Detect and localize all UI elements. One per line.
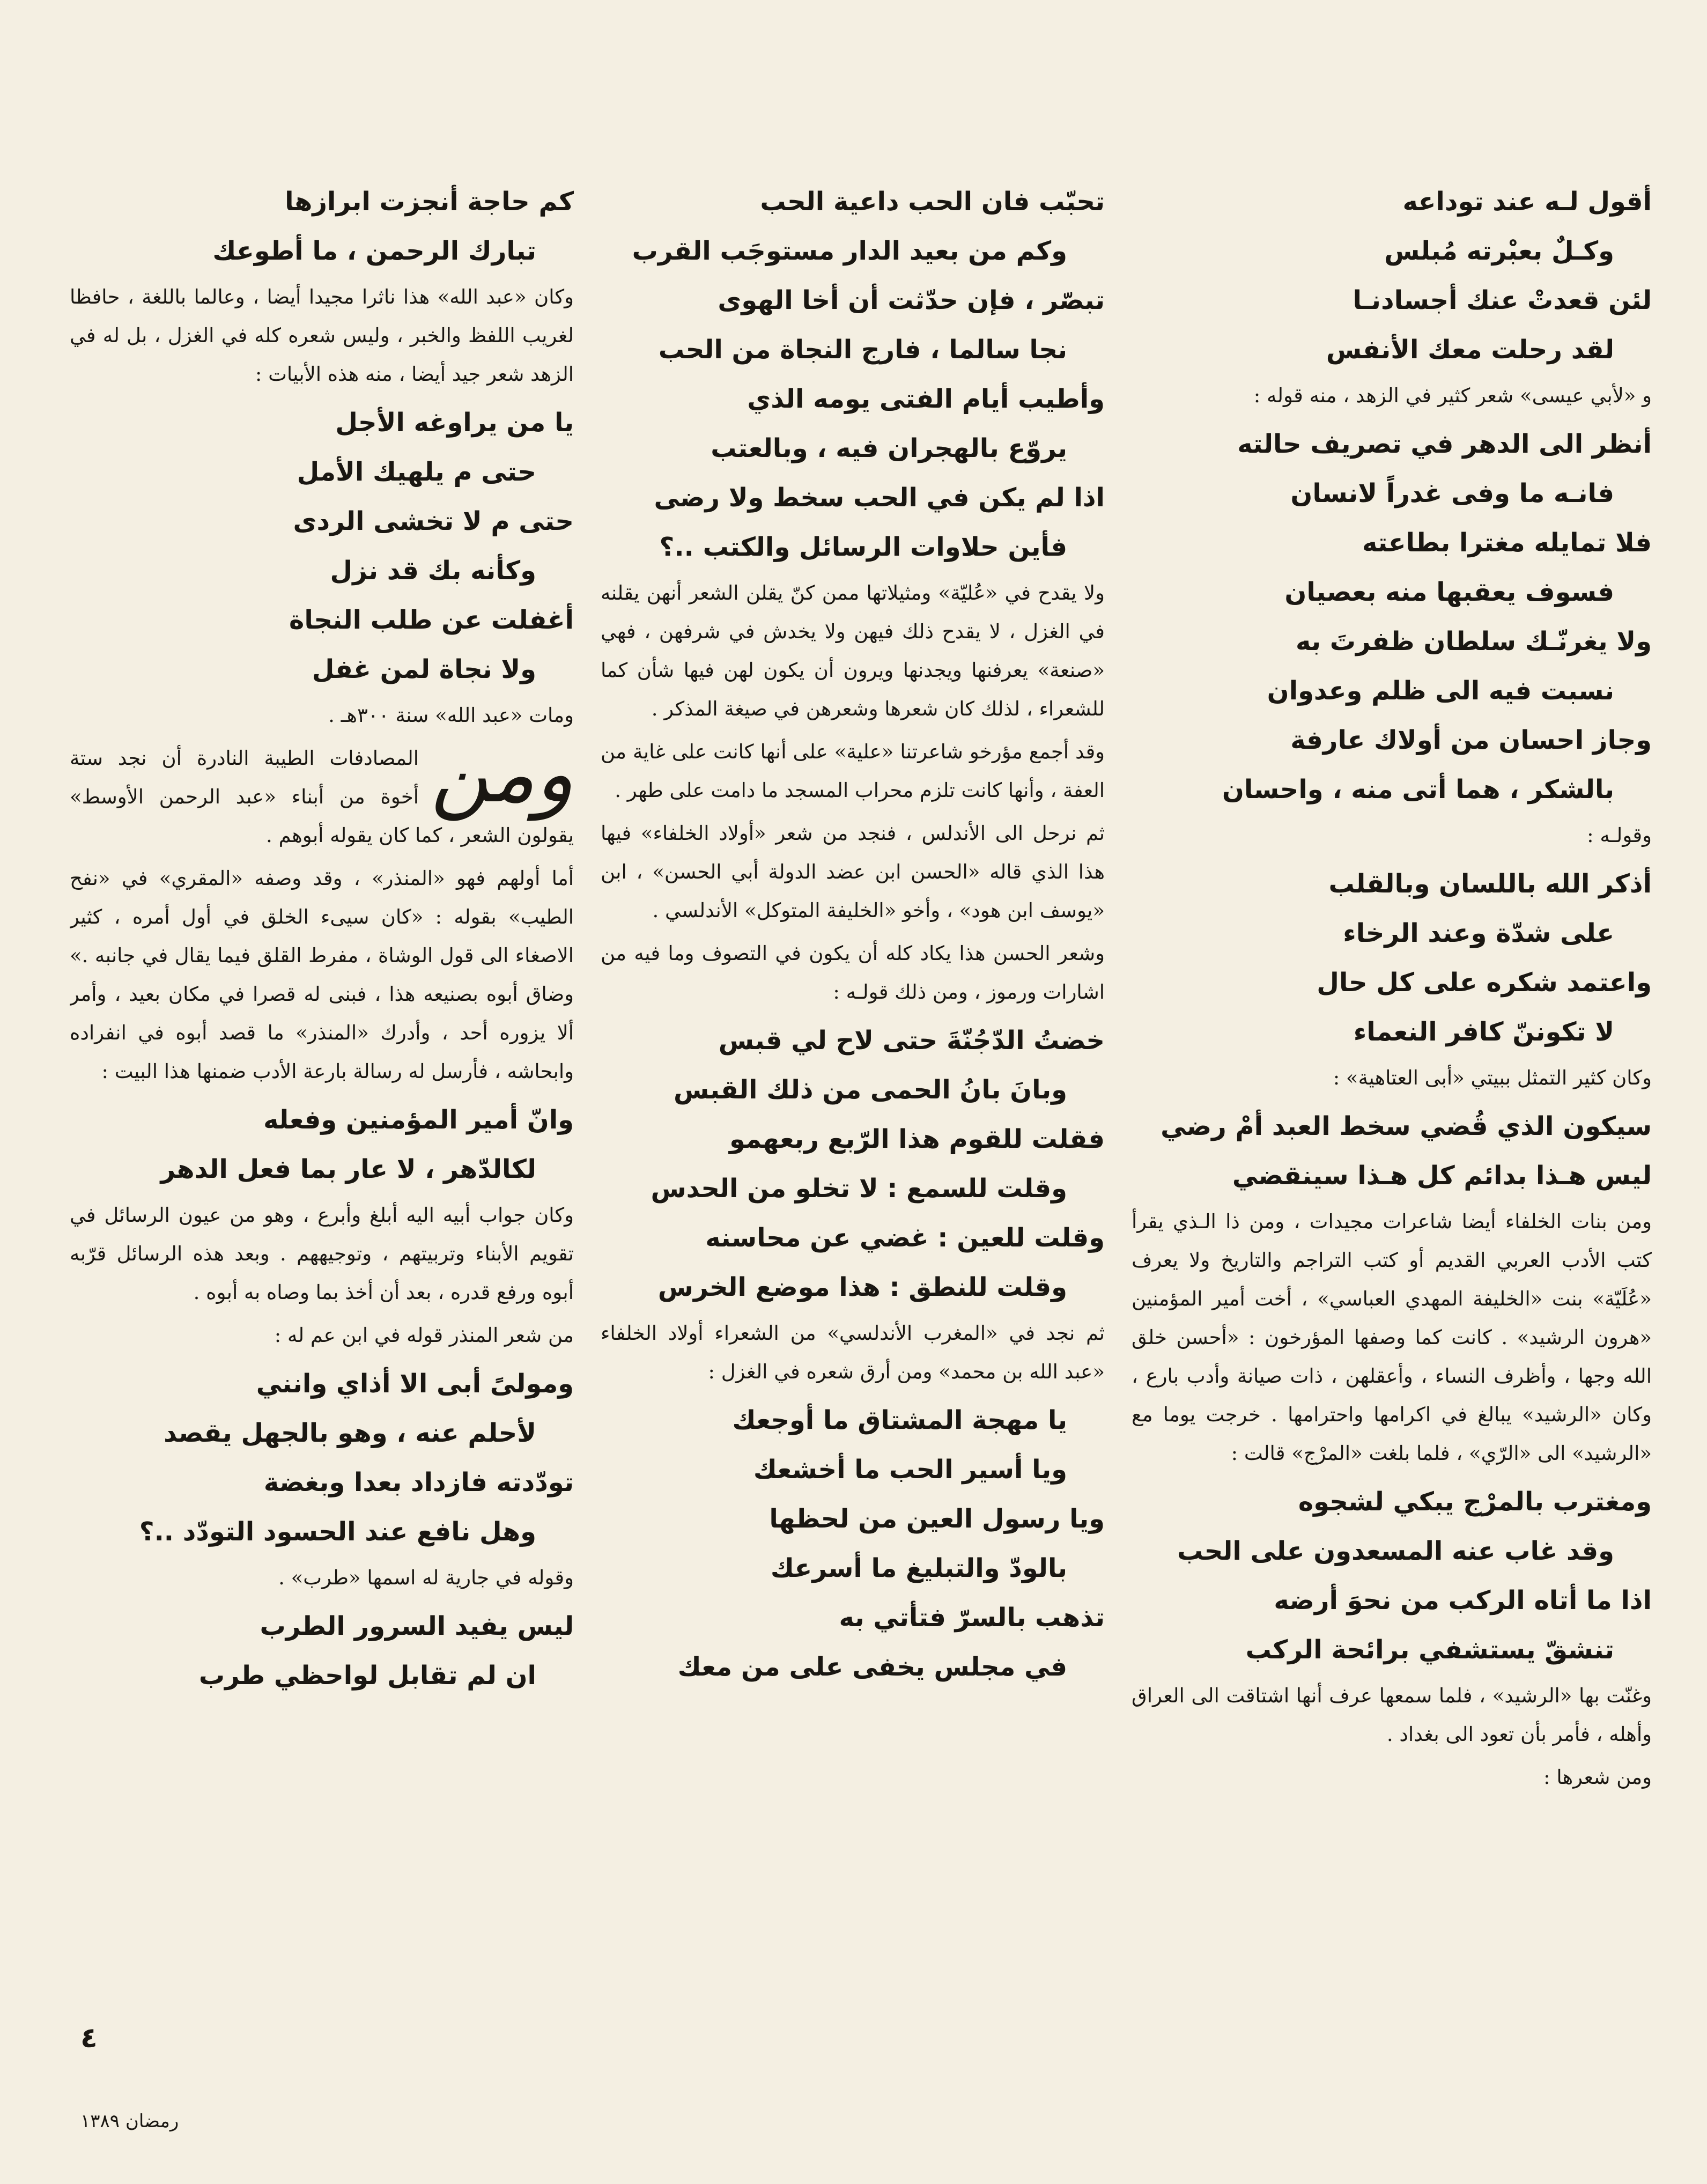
verse-text: فأين حلاوات الرسائل والكتب ..؟	[659, 532, 1067, 562]
verse-line	[601, 374, 1105, 424]
verse-line	[70, 645, 574, 694]
verse-line	[601, 424, 1105, 473]
verse-text: خضتُ الدّجُنّةَ حتى لاح لي قبس	[718, 1025, 1105, 1056]
verse-line	[1132, 1102, 1652, 1151]
paragraph-text: أما أولهم فهو «المنذر» ، وقد وصفه «المقري» في «نفح الطيب» بقوله : «كان سيىء الخلق في أول أمره ، كثير الاصغاء الى قول الوشاة ، مفرط القلق فيما يقال في جانبه .» وضاق أبوه بصنيعه هذا ، فبنى له قصرا في مكان بعيد ، وأمر ألا يزوره أحد ، وأدرك «المنذر» ما قصد أبوه في انفراده وابحاشه ، فأرسل له رسالة بارعة الأدب ضمنها هذا البيت :	[70, 867, 574, 1083]
verse-text: اذا لم يكن في الحب سخط ولا رضى	[654, 483, 1105, 513]
verse-text: أنظر الى الدهر في تصريف حالته	[1237, 429, 1652, 459]
column-middle	[601, 177, 1105, 2065]
verse-text: وقلت للسمع : لا تخلو من الحدس	[651, 1174, 1067, 1204]
prose-paragraph	[70, 727, 574, 855]
verse-text: لكالدّهر ، لا عار بما فعل الدهر	[160, 1154, 536, 1184]
verse-text: يا مهجة المشتاق ما أوجعك	[732, 1405, 1067, 1435]
verse-line	[70, 497, 574, 546]
verse-text: يا من يراوغه الأجل	[335, 408, 574, 438]
verse-text: ولا يغرنّـك سلطان ظفرتَ به	[1295, 626, 1652, 656]
verse-line	[70, 1507, 574, 1556]
paragraph-text: وقولـه :	[1587, 824, 1652, 847]
verse-text: وبانَ بانُ الحمى من ذلك القبس	[674, 1075, 1067, 1105]
prose-paragraph	[601, 574, 1105, 728]
verse-line	[1132, 518, 1652, 567]
verse-line	[601, 1593, 1105, 1642]
verse-text: فقلت للقوم هذا الرّبع ربعهمو	[729, 1124, 1105, 1154]
verse-line	[70, 447, 574, 497]
verse-text: وكـلٌ بعبْرته مُبلس	[1384, 236, 1614, 266]
verse-line	[601, 1065, 1105, 1115]
verse-text: نجا سالما ، فارج النجاة من الحب	[658, 335, 1067, 365]
verse-text: فسوف يعقبها منه بعصيان	[1284, 577, 1614, 607]
paragraph-text: ومن بنات الخلفاء أيضا شاعرات مجيدات ، ومن ذا الـذي يقرأ كتب الأدب العربي القديم أو كتب التراجم والتاريخ ولا يعرف «عُلَيّة» بنت «الخليفة المهدي العباسي» ، أخت أمير المؤمنين «هرون الرشيد» . كانت كما وصفها المؤرخون : «أحسن خلق الله وجها ، وأظرف النساء ، وأعقلهن ، ذات صيانة وأدب بارع ، وكان «الرشيد» يبالغ في اكرامها واحترامها . خرجت يوما مع «الرشيد» الى «الرّي» ، فلما بلغت «المرْج» قالت :	[1132, 1210, 1652, 1465]
verse-line	[1132, 1477, 1652, 1526]
verse-text: سيكون الذي قُضي سخط العبد أمْ رضي	[1161, 1111, 1652, 1141]
verse-line	[70, 1095, 574, 1145]
verse-line	[1132, 419, 1652, 469]
verse-text: وكأنه بك قد نزل	[330, 556, 536, 586]
verse-line	[1132, 469, 1652, 518]
verse-line	[601, 1396, 1105, 1445]
verse-text: لا تكوننّ كافر النعماء	[1353, 1017, 1614, 1047]
verse-line	[1132, 1526, 1652, 1576]
verse-line	[1132, 715, 1652, 765]
paragraph-text: ثم نرحل الى الأندلس ، فنجد من شعر «أولاد الخلفاء» فيها هذا الذي قاله «الحسن ابن عضد الدولة أبي الحسن» ، ابن «يوسف ابن هود» ، وأخو «الخليفة المتوكل» الأندلسي .	[601, 822, 1105, 922]
verse-text: بالودّ والتبليغ ما أسرعك	[770, 1553, 1067, 1583]
prose-paragraph	[1132, 1059, 1652, 1097]
paragraph-text: وقد أجمع مؤرخو شاعرتنا «علية» على أنها كانت على غاية من العفة ، وأنها كانت تلزم محراب المسجد ما دامت على طهر .	[601, 740, 1105, 802]
verse-line	[70, 1145, 574, 1194]
verse-text: ان لم تقابل لواحظي طرب	[198, 1661, 536, 1691]
verse-text: تحبّب فان الحب داعية الحب	[760, 187, 1105, 217]
verse-text: وقلت للعين : غضي عن محاسنه	[705, 1223, 1105, 1253]
prose-paragraph	[1132, 377, 1652, 415]
verse-text: فلا تمايله مغترا بطاعته	[1362, 528, 1652, 558]
prose-paragraph	[1132, 816, 1652, 855]
verse-text: لئن قعدتْ عنك أجسادنـا	[1353, 285, 1652, 315]
verse-text: بالشكر ، هما أتى منه ، واحسان	[1222, 774, 1614, 805]
verse-line	[70, 398, 574, 447]
verse-line	[1132, 177, 1652, 226]
verse-line	[1132, 1625, 1652, 1674]
paragraph-text: وغنّت بها «الرشيد» ، فلما سمعها عرف أنها اشتاقت الى العراق وأهله ، فأمر بأن تعود الى بغداد .	[1132, 1684, 1652, 1746]
prose-paragraph	[601, 934, 1105, 1012]
paragraph-text: المصادفات الطيبة النادرة أن نجد ستة أخوة من أبناء «عبد الرحمن الأوسط» يقولون الشعر ، كما كان يقوله أبوهم .	[70, 747, 574, 847]
verse-line	[1132, 666, 1652, 715]
verse-text: ومولىً أبى الا أذاي وانني	[256, 1369, 574, 1399]
verse-text: لقد رحلت معك الأنفس	[1326, 335, 1614, 365]
verse-line	[70, 1408, 574, 1458]
verse-line	[70, 595, 574, 645]
column-left	[70, 177, 574, 2065]
verse-text: تبصّر ، فإن حدّثت أن أخا الهوى	[718, 285, 1105, 315]
verse-line	[601, 473, 1105, 522]
paragraph-text: ثم نجد في «المغرب الأندلسي» من الشعراء أولاد الخلفاء «عبد الله بن محمد» ومن أرق شعره في الغزل :	[601, 1322, 1105, 1383]
prose-paragraph	[601, 814, 1105, 930]
verse-line	[601, 1494, 1105, 1544]
verse-text: تودّدته فازداد بعدا وبغضة	[263, 1467, 574, 1497]
verse-line	[70, 1651, 574, 1700]
paragraph-text: من شعر المنذر قوله في ابن عم له :	[274, 1324, 574, 1347]
drop-cap: ومن	[431, 727, 574, 821]
verse-text: أقول لـه عند توداعه	[1402, 187, 1652, 217]
paragraph-text: ولا يقدح في «عُليّة» ومثيلاتها ممن كنّ يقلن الشعر أنهن يقلنه في الغزل ، لا يقدح ذلك فيهن ولا يخدش في شرفهن ، فهي «صنعة» يعرفنها ويجدنها ويرون أن يكون لهن فيها شأن كما للشعراء ، لذلك كان شعرها وشعرهن في صيغة المذكر .	[601, 581, 1105, 720]
verse-text: ليس هـذا بدائم كل هـذا سينقضي	[1232, 1161, 1652, 1191]
verse-line	[601, 1213, 1105, 1263]
prose-paragraph	[70, 1316, 574, 1355]
prose-paragraph	[70, 1196, 574, 1312]
verse-line	[1132, 325, 1652, 374]
verse-text: لأحلم عنه ، وهو بالجهل يقصد	[164, 1418, 536, 1448]
verse-line	[70, 1359, 574, 1408]
verse-text: اذا ما أتاه الركب من نحوَ أرضه	[1274, 1585, 1652, 1615]
verse-text: وكم من بعيد الدار مستوجَب القرب	[632, 236, 1067, 266]
verse-line	[601, 1263, 1105, 1312]
verse-line	[1132, 1007, 1652, 1057]
verse-text: ويا أسير الحب ما أخشعك	[753, 1455, 1067, 1485]
prose-paragraph	[601, 733, 1105, 810]
prose-paragraph	[1132, 1202, 1652, 1473]
prose-paragraph	[70, 1559, 574, 1597]
verse-line	[601, 276, 1105, 325]
paragraph-text: وكان جواب أبيه اليه أبلغ وأبرع ، وهو من عيون الرسائل في تقويم الأبناء وتربيتهم ، وتوجيههم . وبعد هذه الرسائل قرّبه أبوه ورفع قدره ، بعد أن أخذ بما وصاه به أبوه .	[70, 1204, 574, 1304]
verse-text: يروّع بالهجران فيه ، وبالعتب	[711, 433, 1067, 463]
verse-text: وجاز احسان من أولاك عارفة	[1290, 725, 1652, 755]
verse-line	[1132, 958, 1652, 1007]
verse-line	[601, 325, 1105, 374]
prose-paragraph	[1132, 1677, 1652, 1754]
verse-text: وهل نافع عند الحسود التودّد ..؟	[139, 1517, 536, 1547]
verse-line	[70, 1602, 574, 1651]
verse-line	[1132, 567, 1652, 617]
verse-line	[1132, 859, 1652, 909]
verse-text: تنشقّ يستشفي برائحة الركب	[1245, 1635, 1614, 1665]
verse-line	[70, 177, 574, 226]
verse-text: حتى م لا تخشى الردى	[293, 506, 574, 536]
verse-line	[1132, 1151, 1652, 1200]
verse-text: فانـه ما وفى غدراً لانسان	[1290, 478, 1614, 508]
column-right	[1132, 177, 1652, 2065]
verse-text: كم حاجة أنجزت ابرازها	[285, 187, 574, 217]
prose-paragraph	[601, 1314, 1105, 1391]
verse-text: حتى م يلهيك الأمل	[297, 457, 536, 487]
verse-line	[601, 1016, 1105, 1065]
verse-text: في مجلس يخفى على من معك	[677, 1652, 1067, 1682]
verse-text: على شدّة وعند الرخاء	[1343, 918, 1614, 948]
paragraph-text: و «لأبي عيسى» شعر كثير في الزهد ، منه قوله :	[1253, 384, 1652, 407]
paragraph-text: وكان كثير التمثل ببيتي «أبى العتاهية» :	[1333, 1066, 1652, 1089]
verse-text: وانّ أمير المؤمنين وفعله	[263, 1105, 574, 1135]
issue-date: رمضان ١٣٨٩	[80, 2111, 179, 2132]
verse-line	[1132, 765, 1652, 814]
verse-line	[70, 546, 574, 595]
verse-line	[601, 1445, 1105, 1494]
verse-text: ولا نجاة لمن غفل	[312, 654, 536, 684]
verse-line	[601, 1164, 1105, 1213]
paragraph-text: ومن شعرها :	[1543, 1766, 1652, 1789]
verse-text: ومغترب بالمرْج يبكي لشجوه	[1298, 1487, 1652, 1517]
verse-line	[601, 522, 1105, 572]
verse-line	[1132, 226, 1652, 276]
verse-text: واعتمد شكره على كل حال	[1317, 968, 1652, 998]
verse-text: أذكر الله باللسان وبالقلب	[1328, 869, 1652, 899]
verse-text: نسبت فيه الى ظلم وعدوان	[1267, 676, 1614, 706]
verse-line	[601, 226, 1105, 276]
prose-paragraph	[70, 696, 574, 735]
verse-line	[70, 226, 574, 276]
verse-line	[1132, 1576, 1652, 1625]
paragraph-text: وقوله في جارية له اسمها «طرب» .	[278, 1566, 574, 1589]
verse-text: تبارك الرحمن ، ما أطوعك	[212, 236, 536, 266]
verse-text: أغفلت عن طلب النجاة	[289, 605, 574, 635]
prose-paragraph	[1132, 1758, 1652, 1797]
page-number: ٤	[80, 2022, 98, 2054]
verse-line	[601, 1642, 1105, 1692]
verse-text: وقلت للنطق : هذا موضع الخرس	[657, 1272, 1067, 1302]
verse-line	[601, 177, 1105, 226]
paragraph-text: وكان «عبد الله» هذا ناثرا مجيدا أيضا ، وعالما باللغة ، حافظا لغريب اللفظ والخبر ، وليس شعره كله في الغزل ، بل له في الزهد شعر جيد أيضا ، منه هذه الأبيات :	[70, 285, 574, 386]
verse-text: تذهب بالسرّ فتأتي به	[839, 1603, 1105, 1633]
verse-line	[1132, 909, 1652, 958]
paragraph-text: ومات «عبد الله» سنة ٣٠٠هـ .	[328, 704, 574, 727]
verse-text: وقد غاب عنه المسعدون على الحب	[1177, 1536, 1614, 1566]
verse-line	[70, 1458, 574, 1507]
verse-line	[1132, 276, 1652, 325]
verse-text: ليس يفيد السرور الطرب	[260, 1611, 574, 1641]
paragraph-text: وشعر الحسن هذا يكاد كله أن يكون في التصوف وما فيه من اشارات ورموز ، ومن ذلك قولـه :	[601, 942, 1105, 1004]
verse-text: وأطيب أيام الفتى يومه الذي	[747, 384, 1105, 414]
prose-paragraph	[70, 278, 574, 394]
prose-paragraph	[70, 859, 574, 1091]
verse-line	[601, 1115, 1105, 1164]
verse-line	[1132, 617, 1652, 666]
verse-text: ويا رسول العين من لحظها	[769, 1504, 1105, 1534]
verse-line	[601, 1544, 1105, 1593]
